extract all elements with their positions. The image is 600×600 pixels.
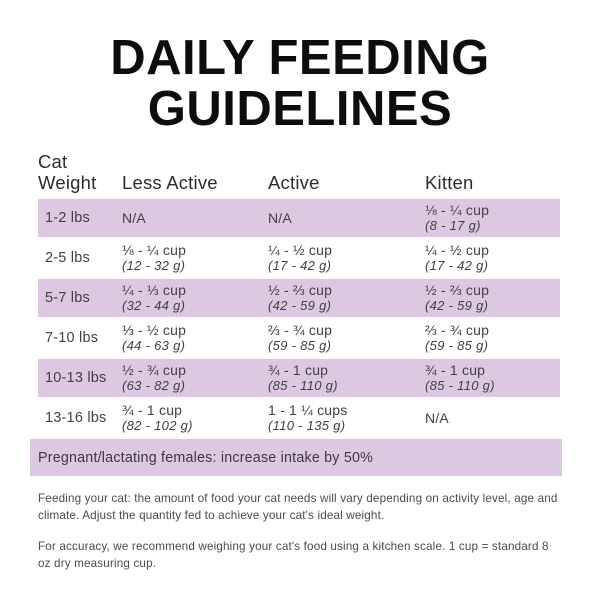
gram-amount: (59 - 85 g) — [268, 338, 332, 353]
less-active-cell — [122, 199, 268, 237]
less-active-cell — [122, 399, 268, 437]
cup-amount: N/A — [425, 409, 449, 426]
column-header-active: Active — [268, 172, 320, 193]
cup-amount: ¾ - 1 cup — [122, 401, 183, 418]
column-header-cat-weight — [38, 151, 122, 193]
footnote-feeding: Feeding your cat: the amount of food your cat needs will vary depending on activity level, age and climate. Adjust the quantity fed to achieve your cat's ideal weight. — [38, 492, 558, 522]
gram-amount: (85 - 110 g) — [425, 378, 495, 393]
less-active-cell — [122, 359, 268, 397]
table-body — [38, 199, 560, 437]
cat-weight-cell: 13-16 lbs — [45, 409, 107, 426]
cup-amount: ¾ - 1 cup — [268, 361, 329, 378]
active-cell — [268, 199, 425, 237]
cup-amount: ¼ - ½ cup — [268, 241, 333, 258]
gram-amount: (42 - 59 g) — [268, 298, 332, 313]
cup-amount: ½ - ¾ cup — [122, 361, 187, 378]
cat-weight-cell: 2-5 lbs — [45, 249, 90, 266]
cup-amount: ⅔ - ¾ cup — [425, 321, 490, 338]
less-active-cell — [122, 239, 268, 277]
gram-amount: (59 - 85 g) — [425, 338, 489, 353]
cat-weight-cell: 10-13 lbs — [45, 369, 107, 386]
table-row — [38, 279, 560, 317]
gram-amount: (32 - 44 g) — [122, 298, 186, 313]
gram-amount: (44 - 63 g) — [122, 338, 186, 353]
table-header-row — [38, 151, 560, 199]
gram-amount: (8 - 17 g) — [425, 218, 481, 233]
cup-amount: ¼ - ½ cup — [425, 241, 490, 258]
gram-amount: (42 - 59 g) — [425, 298, 489, 313]
kitten-cell — [425, 199, 560, 237]
cup-amount: ½ - ⅔ cup — [268, 281, 333, 298]
page-title-line1: DAILY FEEDING — [110, 31, 490, 85]
cup-amount: ¼ - ⅓ cup — [122, 281, 187, 298]
cup-amount: ⅛ - ¼ cup — [425, 201, 490, 218]
gram-amount: (17 - 42 g) — [425, 258, 489, 273]
column-header-cat-weight-line2: Weight — [38, 172, 97, 193]
table-row — [38, 399, 560, 437]
active-cell — [268, 399, 425, 437]
cup-amount: 1 - 1 ¼ cups — [268, 401, 348, 418]
pregnant-lactating-banner: Pregnant/lactating females: increase intake by 50% — [30, 439, 562, 476]
column-header-less-active: Less Active — [122, 172, 218, 193]
cup-amount: N/A — [268, 209, 292, 226]
footnote-accuracy: For accuracy, we recommend weighing your cat's food using a kitchen scale. 1 cup = standard 8 oz dry measuring cup. — [38, 540, 549, 570]
active-cell — [268, 359, 425, 397]
kitten-cell — [425, 359, 560, 397]
kitten-cell — [425, 279, 560, 317]
gram-amount: (110 - 135 g) — [268, 418, 346, 433]
gram-amount: (12 - 32 g) — [122, 258, 186, 273]
page-title — [0, 33, 600, 135]
column-header-kitten: Kitten — [425, 172, 474, 193]
cup-amount: ⅓ - ½ cup — [122, 321, 187, 338]
cup-amount: N/A — [122, 209, 146, 226]
cat-weight-cell: 1-2 lbs — [45, 209, 90, 226]
kitten-cell — [425, 399, 560, 437]
gram-amount: (85 - 110 g) — [268, 378, 338, 393]
cup-amount: ⅛ - ¼ cup — [122, 241, 187, 258]
feeding-guidelines-table — [38, 151, 560, 476]
table-row — [38, 199, 560, 237]
gram-amount: (82 - 102 g) — [122, 418, 193, 433]
gram-amount: (63 - 82 g) — [122, 378, 186, 393]
active-cell — [268, 319, 425, 357]
column-header-cat-weight-line1: Cat — [38, 151, 68, 172]
active-cell — [268, 239, 425, 277]
cup-amount: ¾ - 1 cup — [425, 361, 486, 378]
active-cell — [268, 279, 425, 317]
table-row — [38, 359, 560, 397]
less-active-cell — [122, 319, 268, 357]
cup-amount: ½ - ⅔ cup — [425, 281, 490, 298]
table-row — [38, 319, 560, 357]
kitten-cell — [425, 319, 560, 357]
less-active-cell — [122, 279, 268, 317]
cat-weight-cell: 7-10 lbs — [45, 329, 99, 346]
table-row — [38, 239, 560, 277]
cat-weight-cell: 5-7 lbs — [45, 289, 90, 306]
cup-amount: ⅔ - ¾ cup — [268, 321, 333, 338]
page-title-line2: GUIDELINES — [147, 82, 453, 136]
kitten-cell — [425, 239, 560, 277]
footnotes — [38, 490, 562, 572]
gram-amount: (17 - 42 g) — [268, 258, 332, 273]
